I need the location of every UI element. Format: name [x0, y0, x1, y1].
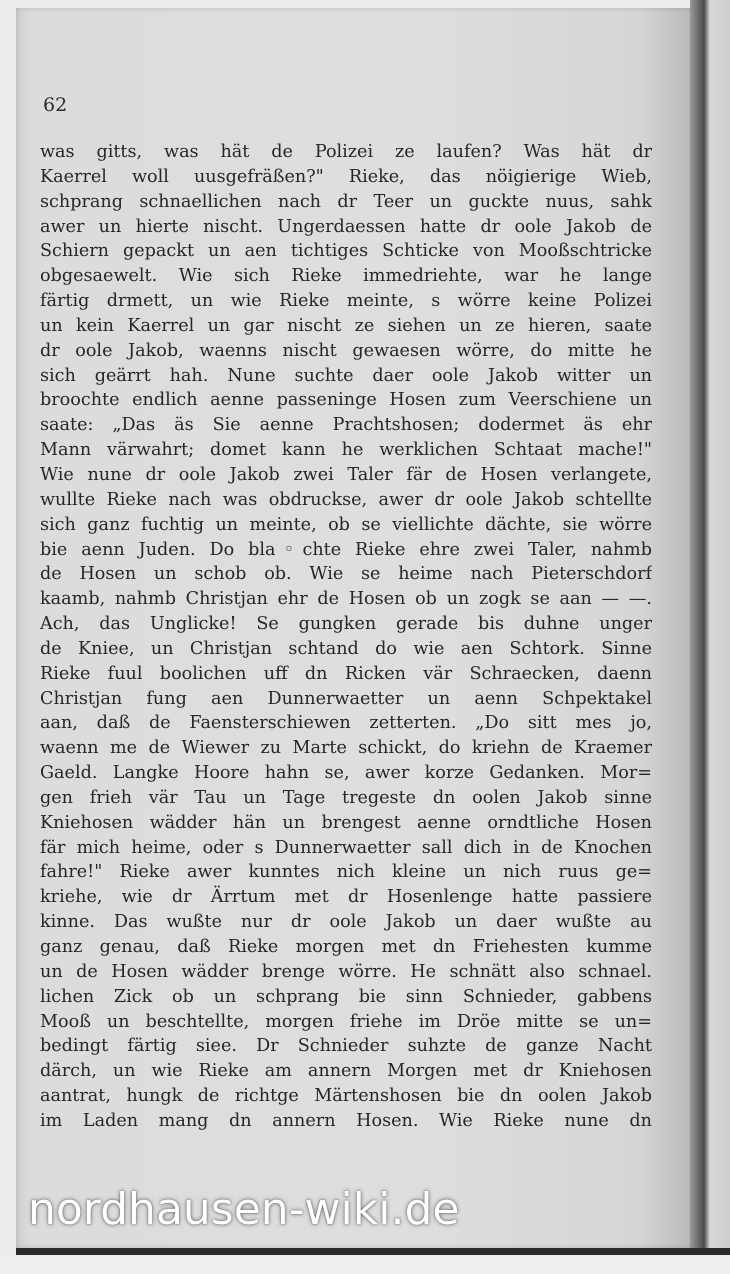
text-line: kriehe, wie dr Ärrtum met dr Hosenlenge hatte passiere [40, 887, 652, 908]
text-line: wullte Rieke nach was obdruckse, awer dr oole Jakob schtellte [40, 489, 652, 510]
text-line: kinne. Das wußte nur dr oole Jakob un daer wußte au [40, 912, 652, 933]
text-line: kaamb, nahmb Christjan ehr de Hosen ob un zogk se aan — —. [40, 589, 652, 610]
text-line: schprang schnaellichen nach dr Teer un guckte nuus, sahk [40, 191, 652, 212]
text-line: färtig drmett, un wie Rieke meinte, s wörre keine Polizei [40, 291, 652, 312]
text-line: waenn me de Wiewer zu Marte schickt, do kriehn de Kraemer [40, 738, 652, 759]
text-line: bie aenn Juden. Do bla◦chte Rieke ehre zwei Taler, nahmb [40, 539, 652, 560]
page-text [40, 140, 652, 1134]
text-line: broochte endlich aenne passeninge Hosen zum Veerschiene un [40, 390, 652, 411]
text-line: Christjan fung aen Dunnerwaetter un aenn Schpektakel [40, 688, 652, 709]
text-line: ganz genau, daß Rieke morgen met dn Friehesten kumme [40, 937, 652, 957]
text-line: de Hosen un schob ob. Wie se heime nach Pieterschdorf [40, 564, 652, 585]
text-line: Kniehosen wädder hän un brengest aenne orndtliche Hosen [40, 812, 652, 833]
text-line: un kein Kaerrel un gar nischt ze siehen un ze hieren, saate [40, 315, 652, 336]
text-line: obgesaewelt. Wie sich Rieke immedriehte, war he lange [40, 266, 652, 287]
text-line: dr oole Jakob, waenns nischt gewaesen wörre, do mitte he [40, 340, 652, 361]
text-line: Gaeld. Langke Hoore hahn se, awer korze Gedanken. Mor= [40, 763, 652, 784]
text-line: sich geärrt hah. Nune suchte daer oole Jakob witter un [40, 365, 652, 386]
page-bottom-edge [16, 1248, 730, 1255]
book-spine [690, 0, 730, 1274]
text-line: un de Hosen wädder brenge wörre. He schnätt also schnael. [40, 961, 652, 982]
text-line: awer un hierte nischt. Ungerdaessen hatte dr oole Jakob de [40, 216, 652, 237]
text-line: was gitts, was hät de Polizei ze laufen? Was hät dr [40, 142, 652, 162]
text-line: fahre!" Rieke awer kunntes nich kleine un nich ruus ge= [40, 862, 652, 883]
page-number: 62 [43, 94, 68, 116]
text-line: gen frieh vär Tau un Tage tregeste dn oolen Jakob sinne [40, 787, 652, 808]
text-line: saate: „Das äs Sie aenne Prachtshosen; dodermet äs ehr [40, 415, 652, 436]
text-line: aantrat, hungk de richtge Märtenshosen bie dn oolen Jakob [40, 1086, 652, 1107]
text-line: bedingt färtig siee. Dr Schnieder suhzte de ganze Nacht [40, 1036, 652, 1057]
text-line: Mann värwahrt; domet kann he werklichen Schtaat mache!" [40, 440, 652, 461]
text-line: de Kniee, un Christjan schtand do wie aen Schtork. Sinne [40, 638, 652, 659]
text-line: aan, daß de Faensterschiewen zetterten. „Do sitt mes jo, [40, 713, 652, 734]
text-line: Rieke fuul boolichen uff dn Ricken vär Schraecken, daenn [40, 663, 652, 684]
text-line: Wie nune dr oole Jakob zwei Taler fär de Hosen verlangete, [40, 464, 652, 485]
scan-margin [0, 1255, 730, 1274]
text-line: fär mich heime, oder s Dunnerwaetter sall dich in de Knochen [40, 837, 652, 858]
text-line: därch, un wie Rieke am annern Morgen met dr Kniehosen [40, 1061, 652, 1082]
text-line: im Laden mang dn annern Hosen. Wie Rieke nune dn [40, 1110, 652, 1131]
watermark-text: nordhausen-wiki.de [28, 1184, 460, 1235]
text-line: sich ganz fuchtig un meinte, ob se viellichte dächte, sie wörre [40, 514, 652, 535]
text-line: Ach, das Unglicke! Se gungken gerade bis duhne unger [40, 614, 652, 635]
text-line: Mooß un beschtellte, morgen friehe im Dröe mitte se un= [40, 1011, 652, 1032]
text-line: Schiern gepackt un aen tichtiges Schticke von Mooßschtricke [40, 241, 652, 262]
text-line: lichen Zick ob un schprang bie sinn Schnieder, gabbens [40, 986, 652, 1007]
text-line: Kaerrel woll uusgefräßen?" Rieke, das nöigierige Wieb, [40, 166, 652, 187]
